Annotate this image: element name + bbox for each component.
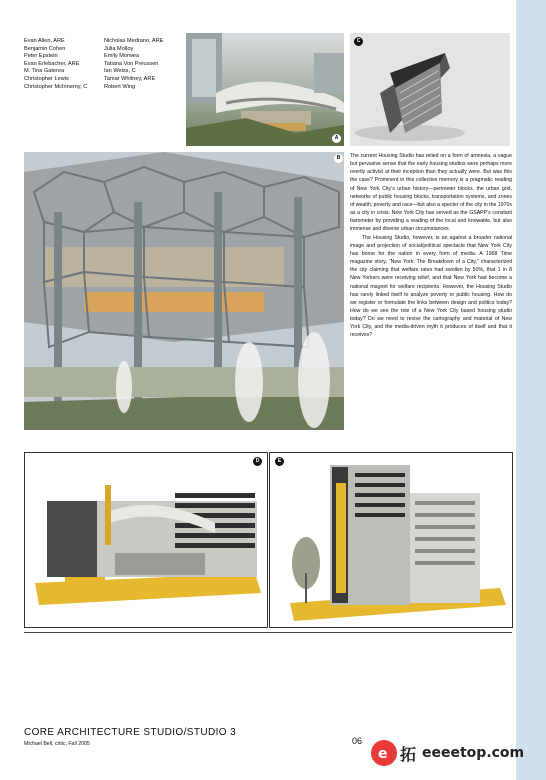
figure-label-badge: C — [354, 37, 363, 46]
credit-name: Peter Epstein — [24, 53, 58, 60]
footer-title: CORE ARCHITECTURE STUDIO/STUDIO 3 — [24, 727, 237, 738]
figure-a-illustration — [186, 33, 344, 146]
figure-label-badge: B — [334, 154, 343, 163]
credit-name: Robert Wing — [104, 83, 136, 90]
credit-name: Tamar Whitney, ARE — [104, 75, 156, 82]
credit-name: Nicholas Medrano, ARE — [104, 38, 164, 44]
credit-name: M. Tina Gaterea — [24, 68, 65, 75]
watermark-logo — [370, 736, 525, 770]
credits-column-1 — [24, 38, 87, 91]
credit-name: Christopher Lewis — [24, 75, 69, 82]
svg-text:e: e — [378, 746, 388, 762]
figure-c-illustration — [350, 33, 510, 146]
figure-label-badge: E — [275, 457, 284, 466]
figure-b-illustration — [24, 152, 344, 430]
footer-subtitle: Michael Bell, critic, Fall 2005 — [24, 741, 90, 747]
figure-label-badge: A — [332, 134, 341, 143]
figure-c-model-photo — [350, 33, 510, 146]
credit-name: Benjamin Cohen — [24, 45, 66, 52]
figure-d-illustration — [25, 453, 267, 627]
credit-name: Emily Morwea — [104, 53, 140, 60]
credit-name: Julia Molloy — [104, 45, 134, 52]
watermark-text: eeeetop.com — [422, 745, 525, 761]
figure-e-illustration — [270, 453, 512, 627]
figure-b-render — [24, 152, 344, 430]
credit-name: Ian Weiss, C — [104, 68, 136, 75]
figure-label-badge: D — [253, 457, 262, 466]
figure-e-section — [269, 452, 513, 628]
footer-rule — [24, 632, 512, 633]
side-stripe — [516, 0, 546, 780]
figure-a-render — [186, 33, 344, 146]
credit-name: Evan Erlebacher, ARE — [24, 60, 80, 67]
article-body — [350, 152, 512, 340]
credit-name: Tatiana Von Preussen — [104, 60, 159, 67]
svg-text:拓: 拓 — [400, 745, 417, 764]
paragraph: The Housing Studio, however, is an against a broader national image and projection of social/political spectacle that New York City has borne for the nation in every form of media. A 1968 Time magazine story, “New York: The Breakdown of a City,” characterized the city claiming that welfare rates had swollen by 50%, that 1 in 8 New Yorkers were receiving relief, and that New York had become a national magnet for welfare recipients. However, the Housing Studio has rarely linked itself to analyze poverty or public housing. How do we register or formulate the links between design and politics today? How do we see the role of a New York City based housing studio today? Do we need to revise the cartography and material of New York City, and the media-driven myth it produces of itself and that it receives? — [350, 234, 512, 339]
credit-name: Christopher McInnerny, C — [24, 83, 88, 90]
credit-name: Evan Allen, ARE — [24, 38, 65, 44]
paragraph: The current Housing Studio has relied on a form of amnesia, a vague but pervasive sense that the early housing studios were perhaps more overtly activist at their inception than they actually were. But was this the case? Prominent in this collective memory is a pragmatic reading of New York City’s urban history—perimeter blocks, the urban grid, networks of public housing blocks, transportation systems, and zones of wealth, poverty and race—but also a specter of the city in the 1970s as a city in crisis. New York City has served as the GSAPP’s constant barometer by providing a reading of the local and knowable, but also immense and diverse urban circumstances. — [350, 153, 512, 233]
figure-d-section — [24, 452, 268, 628]
credits-column-2 — [104, 38, 163, 91]
page-number: 06 — [352, 736, 363, 746]
